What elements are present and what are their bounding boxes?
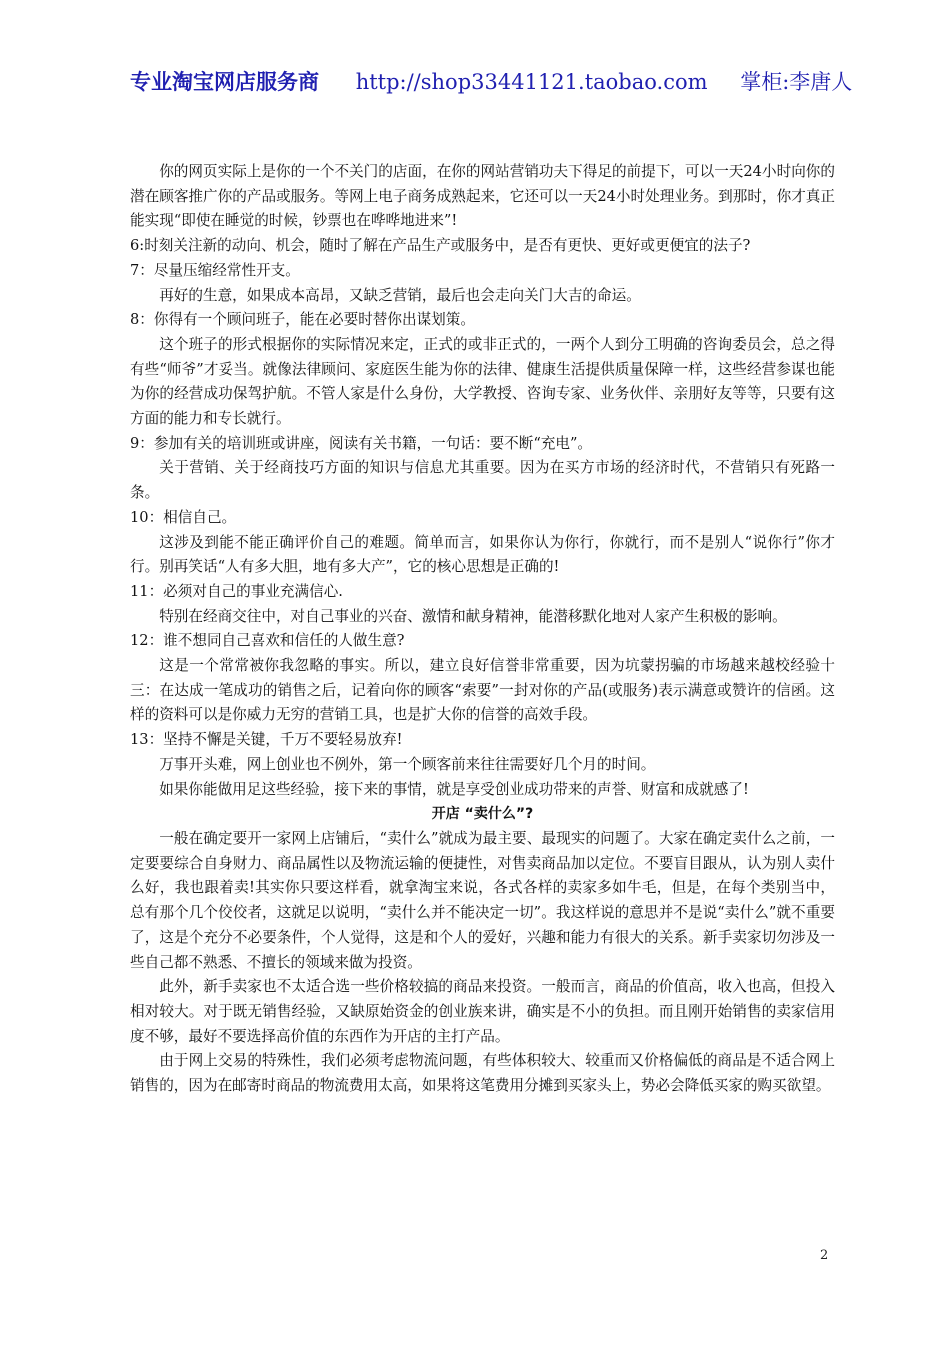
paragraph: 关于营销、关于经商技巧方面的知识与信息尤其重要。因为在买方市场的经济时代，不营销只有死路一条。 [130,459,835,502]
page-number: 2 [820,1248,829,1263]
shop-url-link[interactable]: http://shop33441121.taobao.com [355,70,708,94]
page-header [130,66,853,96]
paragraph: 如果你能做用足这些经验，接下来的事情，就是享受创业成功带来的声誉、财富和成就感了! [159,780,749,798]
tip-item-6: 6:时刻关注新的动向、机会，随时了解在产品生产或服务中，是否有更快、更好或更便宜的法子? [130,237,751,255]
shop-name: 专业淘宝网店服务商 [130,69,319,94]
section-title: 开店 “卖什么”? [431,806,534,823]
tip-item-7: 7：尽量压缩经常性开支。 [130,261,300,279]
tip-item-12: 12：谁不想同自己喜欢和信任的人做生意? [130,632,405,650]
shop-owner: 掌柜:李唐人 [740,70,853,94]
paragraph: 一般在确定要开一家网上店铺后，“卖什么”就成为最主要、最现实的问题了。大家在确定卖什么之前，一定要要综合自身财力、商品属性以及物流运输的便捷性，对售卖商品加以定位。不要盲目跟从，认为别人卖什么好，我也跟着卖!其实你只要这样看，就拿淘宝来说，各式各样的卖家多如牛毛，但是，在每个类别当中，总有那个几个佼佼者，这就足以说明，“卖什么并不能决定一切”。我这样说的意思并不是说“卖什么”就不重要了，这是个充分不必要条件，个人觉得，这是和个人的爱好，兴趣和能力有很大的关系。新手卖家切勿涉及一些自己都不熟悉、不擅长的领域来做为投资。 [130,829,835,971]
paragraph: 这是一个常常被你我忽略的事实。所以，建立良好信誉非常重要，因为坑蒙拐骗的市场越来越校经验十三：在达成一笔成功的销售之后，记着向你的顾客“索要”一封对你的产品(或服务)表示满意或赞许的信函。这样的资料可以是你威力无穷的营销工具，也是扩大你的信誉的高效手段。 [130,657,835,724]
tip-item-9: 9：参加有关的培训班或讲座，阅读有关书籍，一句话：要不断“充电”。 [130,434,593,452]
paragraph: 此外，新手卖家也不太适合选一些价格较搞的商品来投资。一般而言，商品的价值高，收入也高，但投入相对较大。对于既无销售经验，又缺原始资金的创业族来讲，确实是不小的负担。而且刚开始销售的卖家信用度不够，最好不要选择高价值的东西作为开店的主打产品。 [130,978,835,1045]
tip-item-8: 8：你得有一个顾问班子，能在必要时替你出谋划策。 [130,311,475,329]
paragraph: 这涉及到能不能正确评价自己的难题。简单而言，如果你认为你行，你就行，而不是别人“说你行”你才行。别再笑话“人有多大胆，地有多大产”，它的核心思想是正确的! [130,533,835,576]
paragraph: 由于网上交易的特殊性，我们必须考虑物流问题，有些体积较大、较重而又价格偏低的商品是不适合网上销售的，因为在邮寄时商品的物流费用太高，如果将这笔费用分摊到买家头上，势必会降低买家的购买欲望。 [130,1052,835,1095]
paragraph: 万事开头难，网上创业也不例外，第一个顾客前来往往需要好几个月的时间。 [159,755,656,773]
paragraph: 特别在经商交往中，对自己事业的兴奋、激情和献身精神，能潜移默化地对人家产生积极的影响。 [159,607,787,625]
document-body [130,160,835,1099]
tip-item-11: 11：必须对自己的事业充满信心. [130,582,343,600]
tip-item-13: 13：坚持不懈是关键，千万不要轻易放弃! [130,731,403,749]
paragraph: 再好的生意，如果成本高昂，又缺乏营销，最后也会走向关门大吉的命运。 [159,286,641,304]
tip-item-10: 10：相信自己。 [130,508,237,526]
paragraph: 你的网页实际上是你的一个不关门的店面，在你的网站营销功夫下得足的前提下，可以一天24小时向你的潜在顾客推广你的产品或服务。等网上电子商务成熟起来，它还可以一天24小时处理业务。到那时，你才真正能实现“即使在睡觉的时候，钞票也在哗哗地进来”! [130,163,835,230]
paragraph: 这个班子的形式根据你的实际情况来定，正式的或非正式的，一两个人到分工明确的咨询委员会，总之得有些“师爷”才妥当。就像法律顾问、家庭医生能为你的法律、健康生活提供质量保障一样，这些经营参谋也能为你的经营成功保驾护航。不管人家是什么身份，大学教授、咨询专家、业务伙伴、亲朋好友等等，只要有这方面的能力和专长就行。 [130,335,835,428]
